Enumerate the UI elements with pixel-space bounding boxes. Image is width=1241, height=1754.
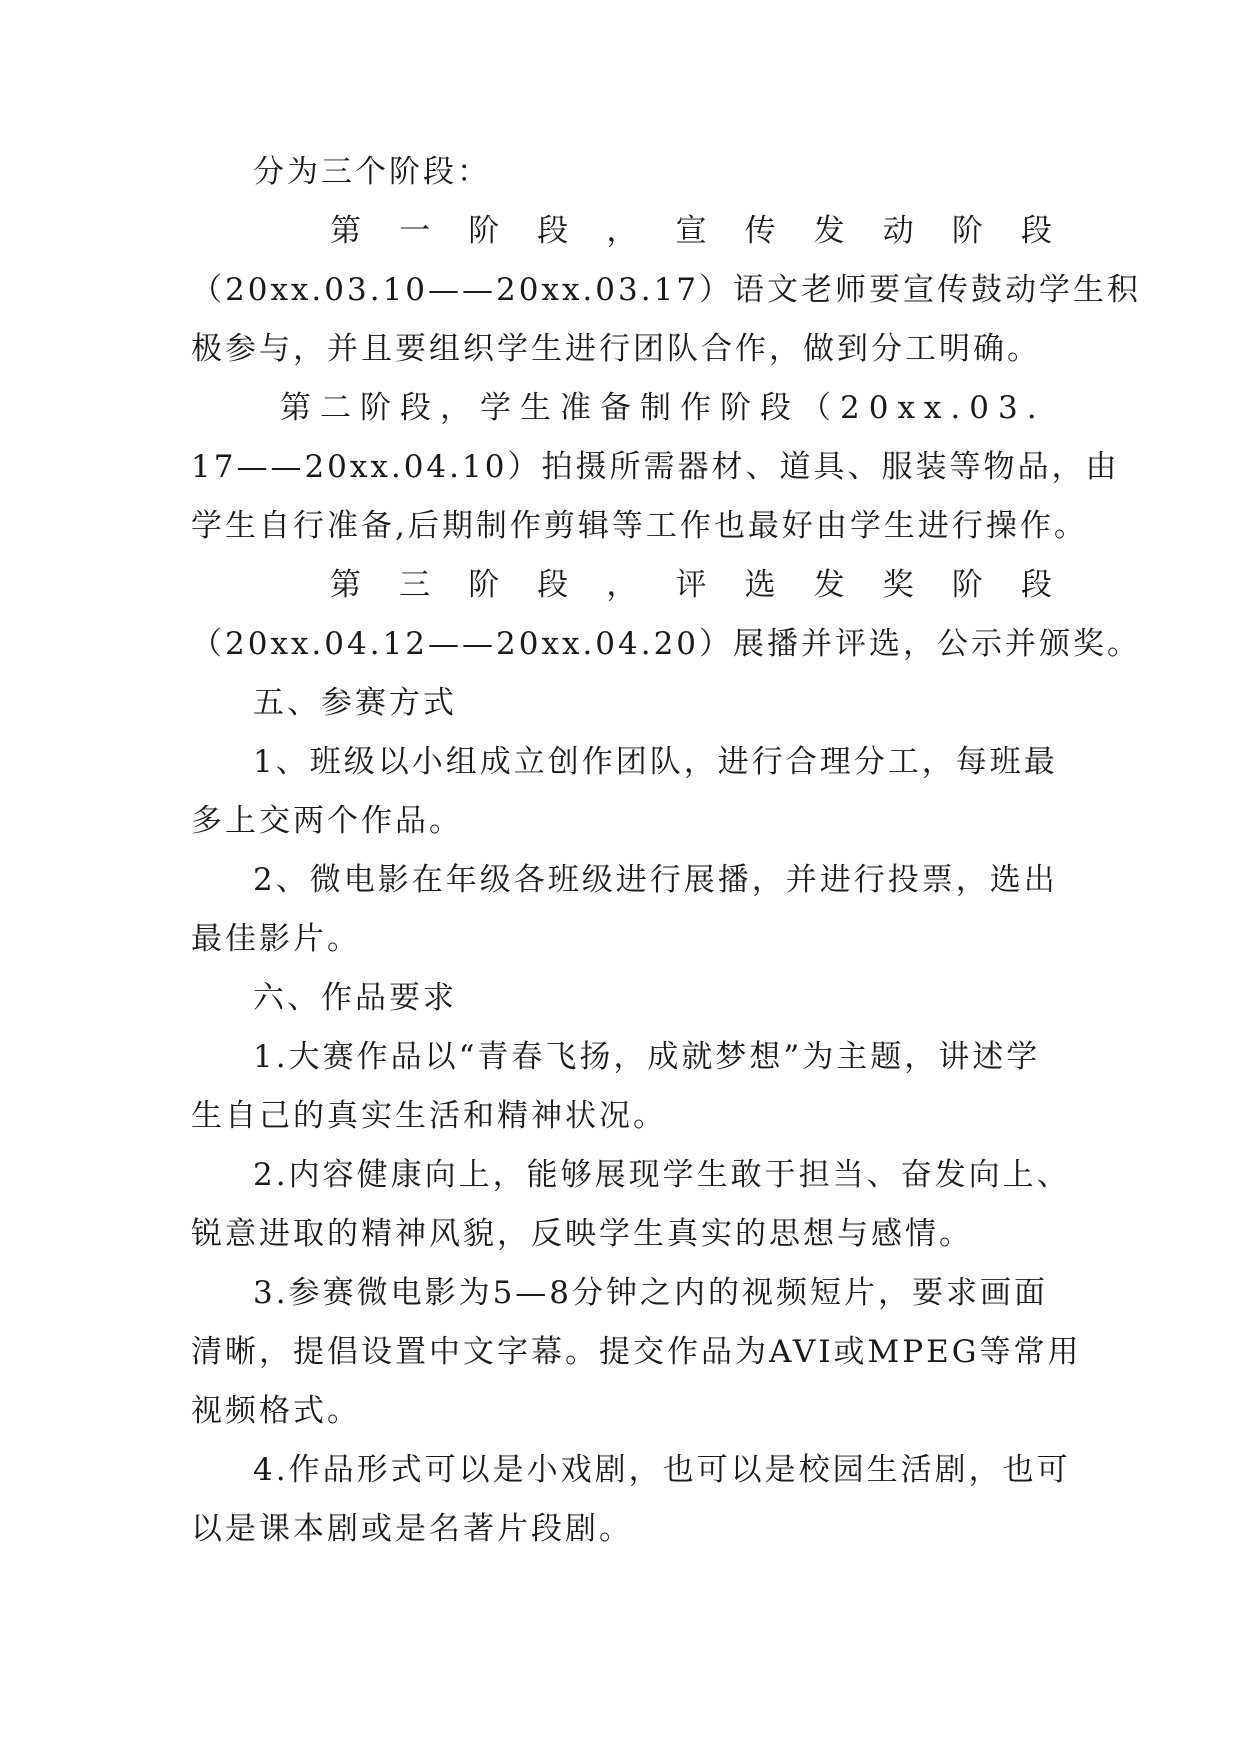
char: 传 (744, 213, 776, 249)
section-six-item-3-line-1: 3.参赛微电影为5—8分钟之内的视频短片，要求画面 (253, 1275, 1049, 1311)
char: 段 (1020, 213, 1052, 249)
char: ， (606, 567, 638, 603)
section-five-item-2-line-2: 最佳影片。 (191, 921, 361, 957)
char: 阶 (468, 567, 500, 603)
section-five-heading: 五、参赛方式 (253, 685, 457, 721)
section-six-item-3-line-3: 视频格式。 (191, 1393, 361, 1429)
char: 段 (537, 213, 569, 249)
char: 发 (813, 213, 845, 249)
section-six-item-3-line-2: 清晰，提倡设置中文字幕。提交作品为AVI或MPEG等常用 (191, 1334, 1082, 1370)
stage-two-line-2: 学生自行准备,后期制作剪辑等工作也最好由学生进行操作。 (191, 508, 1088, 544)
stage-three-heading (330, 565, 1052, 605)
char: 阶 (468, 213, 500, 249)
char: 奖 (882, 567, 914, 603)
char: 宣 (675, 213, 707, 249)
stage-two-line-1: 17——20xx.04.10）拍摄所需器材、道具、服装等物品，由 (191, 449, 1120, 485)
section-six-heading: 六、作品要求 (253, 980, 457, 1016)
char: 阶 (951, 567, 983, 603)
section-six-item-4-line-2: 以是课本剧或是名著片段剧。 (191, 1511, 633, 1547)
section-six-item-1-line-1: 1.大赛作品以“青春飞扬，成就梦想”为主题，讲述学 (253, 1039, 1041, 1075)
section-five-item-1-line-1: 1、班级以小组成立创作团队，进行合理分工，每班最 (253, 744, 1058, 780)
char: 阶 (951, 213, 983, 249)
stage-two-heading: 第二阶段，学生准备制作阶段（20xx.03. (280, 390, 1046, 426)
stage-one-heading (330, 211, 1052, 251)
stage-three-line-1: （20xx.04.12——20xx.04.20）展播并评选，公示并颁奖。 (191, 626, 1142, 662)
char: 三 (399, 567, 431, 603)
char: 段 (537, 567, 569, 603)
stage-one-line-2: 极参与，并且要组织学生进行团队合作，做到分工明确。 (191, 331, 1041, 367)
section-five-item-1-line-2: 多上交两个作品。 (191, 803, 463, 839)
section-five-item-2-line-1: 2、微电影在年级各班级进行展播，并进行投票，选出 (253, 862, 1058, 898)
section-six-item-2-line-1: 2.内容健康向上，能够展现学生敢于担当、奋发向上、 (253, 1157, 1071, 1193)
char: 段 (1020, 567, 1052, 603)
char: 第 (330, 213, 361, 249)
char: 动 (882, 213, 914, 249)
char: 发 (813, 567, 845, 603)
section-six-item-2-line-2: 锐意进取的精神风貌，反映学生真实的思想与感情。 (191, 1216, 973, 1252)
char: ， (606, 213, 638, 249)
stages-intro: 分为三个阶段： (253, 154, 491, 190)
char: 评 (675, 567, 707, 603)
section-six-item-1-line-2: 生自己的真实生活和精神状况。 (191, 1098, 667, 1134)
char: 第 (330, 567, 361, 603)
char: 一 (399, 213, 431, 249)
char: 选 (744, 567, 776, 603)
stage-one-line-1: （20xx.03.10——20xx.03.17）语文老师要宣传鼓动学生积 (191, 272, 1142, 308)
section-six-item-4-line-1: 4.作品形式可以是小戏剧，也可以是校园生活剧，也可 (253, 1452, 1071, 1488)
